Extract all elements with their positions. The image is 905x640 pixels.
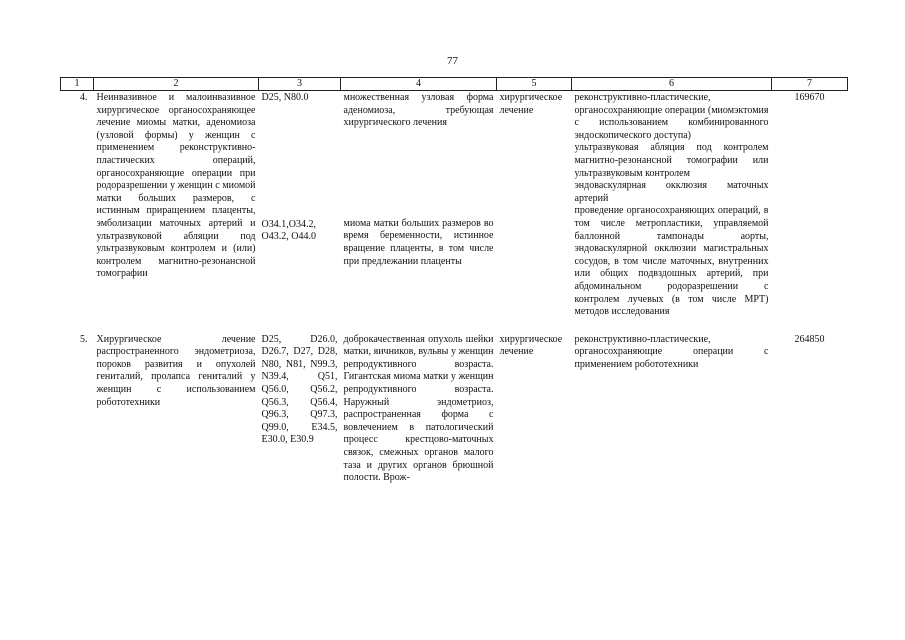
cost-value: 264850 (794, 333, 825, 345)
treatment-method: ультразвуковая абляция под контролем магнитно-резонансной томографии или ультразвуковым контролем (574, 142, 769, 179)
diagnosis-codes-cell (259, 91, 341, 333)
patient-model: множественная узловая форма аденомиоза, требующая хирургического лечения (343, 92, 494, 129)
diagnosis-codes: D25, D26.0, D26.7, D27, D28, N80, N81, N99.3, N39.4, Q51, Q56.0, Q56.2, Q56.3, Q56.4, Q96.3, Q97.3, Q99.0, E34.5, E30.0, E30.9 (261, 333, 338, 446)
column-number: 3 (259, 78, 341, 91)
column-number: 1 (61, 78, 94, 91)
treatment-methods-cell (572, 91, 772, 333)
column-number-row (61, 78, 848, 91)
table-row (61, 333, 848, 485)
patient-model: миома матки больших размеров во время беременности, истинное вращение плаценты, в том числе при предлежании плаценты (343, 217, 494, 267)
row-number: 4. (80, 92, 88, 103)
treatment-type: хирургическое лечение (499, 333, 563, 358)
patient-model: доброкачественная опухоль шейки матки, яичников, вульвы у женщин репродуктивного возраста. Гигантская миома матки у женщин репродуктивного возраста. Наружный эндометриоз, распространенная форма с вовлечением в патологический процесс крестцово-маточных связок, смежных органов малого таза и других органов брюшной полости. Врож- (343, 333, 494, 484)
column-number: 2 (94, 78, 259, 91)
diagnosis-codes: D25, N80.0 (261, 92, 309, 103)
treatment-method: реконструктивно-пластические, органосохраняющие операции с применением робототехники (574, 333, 769, 370)
cost-value: 169670 (794, 92, 825, 103)
care-type-name: Хирургическое лечение распространенного эндометриоза, пороков развития и опухолей гениталий, пролапса гениталий у женщин с использованием робототехники (96, 333, 256, 408)
treatment-type: хирургическое лечение (499, 92, 563, 116)
column-number: 4 (341, 78, 497, 91)
row-number: 5. (80, 333, 88, 345)
treatment-method: проведение органосохраняющих операций, в том числе метропластики, управляемой баллонной тампонады аорты, эндоваскулярной окклюзии магистральных сосудов, в том числе маточных, внутренних или общих подвздошных артерий, при абдоминальном родоразрешении с контролем лучевых (в том числе МРТ) методов исследования (574, 205, 769, 318)
page-number: 77 (447, 55, 458, 67)
patient-model-cell (341, 91, 497, 333)
column-number: 6 (572, 78, 772, 91)
column-number: 5 (497, 78, 572, 91)
diagnosis-codes: O34.1,O34.2, O43.2, O44.0 (261, 218, 316, 243)
care-type-name: Неинвазивное и малоинвазивное хирургическое органосохраняющее лечение миомы матки, аденомиоза (узловой формы) у женщин с применением реконструктивно-пластических операций, органосохраняющие операции при родоразрешении у женщин с миомой матки больших размеров, с истинным приращением плаценты, эмболизации маточных артерий и ультразвуковой абляции под ультразвуковым контролем и (или) контролем магнитно-резонансной томографии (96, 92, 256, 280)
treatment-method: реконструктивно-пластические, органосохраняющие операции (миомэктомия с использованием комбинированного эндоскопического доступа) (574, 92, 769, 141)
column-number: 7 (772, 78, 848, 91)
treatment-method: эндоваскулярная окклюзия маточных артерий (574, 180, 769, 204)
medical-care-table (60, 77, 848, 485)
table-row (61, 91, 848, 333)
